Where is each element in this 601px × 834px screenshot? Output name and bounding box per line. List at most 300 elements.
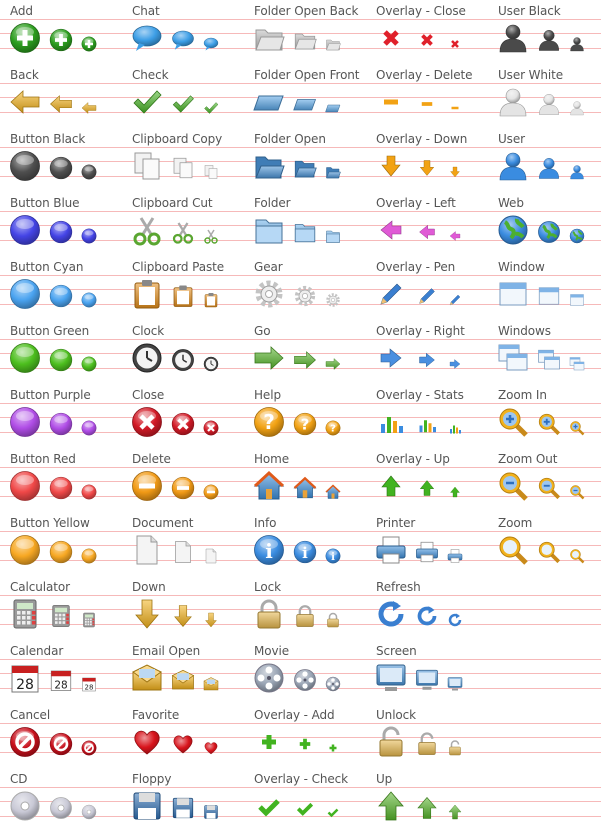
web-icon bbox=[497, 214, 529, 246]
icon-label: Button Cyan bbox=[10, 260, 84, 274]
folder-open-back-icon bbox=[293, 28, 317, 52]
email-open-icon bbox=[203, 676, 219, 692]
icon-label: CD bbox=[10, 772, 28, 786]
overlay-stats-icon bbox=[415, 412, 439, 436]
icon-cell bbox=[488, 448, 601, 512]
check-icon bbox=[131, 86, 163, 118]
icon-label: Check bbox=[132, 68, 169, 82]
unlock-icon bbox=[375, 726, 407, 758]
windows-icon bbox=[569, 356, 585, 372]
icon-cell bbox=[366, 704, 488, 768]
web-icon bbox=[537, 220, 561, 244]
icon-label: User Black bbox=[498, 4, 561, 18]
icon-cell bbox=[122, 256, 244, 320]
button-yellow-icon bbox=[9, 534, 41, 566]
clipboard-paste-icon bbox=[203, 292, 219, 308]
overlay-pen-icon bbox=[375, 278, 407, 310]
screen-icon bbox=[375, 662, 407, 694]
svg-text:i: i bbox=[265, 539, 273, 563]
icon-label: Overlay - Pen bbox=[376, 260, 456, 274]
icon-label: Info bbox=[254, 516, 277, 530]
zoom-in-icon bbox=[537, 412, 561, 436]
icon-cell bbox=[0, 256, 122, 320]
overlay-stats-icon bbox=[447, 420, 463, 436]
button-cyan-icon bbox=[49, 284, 73, 308]
gear-icon bbox=[325, 292, 341, 308]
icon-cell bbox=[366, 448, 488, 512]
icon-cell bbox=[122, 128, 244, 192]
button-purple-icon bbox=[81, 420, 97, 436]
icon-cell bbox=[244, 128, 366, 192]
svg-text:?: ? bbox=[300, 415, 310, 434]
overlay-pen-icon bbox=[415, 284, 439, 308]
icon-label: Overlay - Right bbox=[376, 324, 465, 338]
window-icon bbox=[497, 278, 529, 310]
check-icon bbox=[171, 92, 195, 116]
add-icon bbox=[9, 22, 41, 54]
icon-cell bbox=[0, 576, 122, 640]
icon-label: Down bbox=[132, 580, 166, 594]
button-purple-icon bbox=[9, 406, 41, 438]
overlay-left-icon bbox=[447, 228, 463, 244]
favorite-icon bbox=[203, 740, 219, 756]
icon-cell bbox=[122, 0, 244, 64]
icon-cell bbox=[366, 320, 488, 384]
icon-cell bbox=[0, 320, 122, 384]
icon-label: Clock bbox=[132, 324, 165, 338]
add-icon bbox=[49, 28, 73, 52]
chat-icon bbox=[203, 36, 219, 52]
cancel-icon bbox=[49, 732, 73, 756]
movie-icon bbox=[325, 676, 341, 692]
icon-cell bbox=[0, 640, 122, 704]
info-icon bbox=[325, 548, 341, 564]
gear-icon bbox=[253, 278, 285, 310]
icon-label: Zoom bbox=[498, 516, 533, 530]
button-green-icon bbox=[49, 348, 73, 372]
icon-cell bbox=[122, 640, 244, 704]
button-black-icon bbox=[49, 156, 73, 180]
back-icon bbox=[81, 100, 97, 116]
button-black-icon bbox=[81, 164, 97, 180]
document-icon bbox=[131, 534, 163, 566]
icon-cell bbox=[244, 512, 366, 576]
button-yellow-icon bbox=[81, 548, 97, 564]
icon-cell bbox=[244, 384, 366, 448]
overlay-stats-icon bbox=[375, 406, 407, 438]
cd-icon bbox=[9, 790, 41, 822]
icon-label: Button Purple bbox=[10, 388, 91, 402]
cd-icon bbox=[81, 804, 97, 820]
icon-cell bbox=[0, 192, 122, 256]
clipboard-cut-icon bbox=[131, 214, 163, 246]
button-red-icon bbox=[81, 484, 97, 500]
icon-cell bbox=[366, 64, 488, 128]
overlay-right-icon bbox=[447, 356, 463, 372]
icon-cell bbox=[244, 640, 366, 704]
icon-label: Windows bbox=[498, 324, 551, 338]
folder-open-back-icon bbox=[325, 36, 341, 52]
icon-cell bbox=[0, 384, 122, 448]
user-black-icon bbox=[569, 36, 585, 52]
folder-open-icon bbox=[325, 164, 341, 180]
down-icon bbox=[171, 604, 195, 628]
chat-icon bbox=[131, 22, 163, 54]
unlock-icon bbox=[447, 740, 463, 756]
icon-cell bbox=[0, 448, 122, 512]
back-icon bbox=[9, 86, 41, 118]
icon-label: Delete bbox=[132, 452, 171, 466]
user-black-icon bbox=[537, 28, 561, 52]
screen-icon bbox=[447, 676, 463, 692]
icon-cell bbox=[488, 128, 601, 192]
overlay-right-icon bbox=[375, 342, 407, 374]
folder-open-icon bbox=[293, 156, 317, 180]
windows-icon bbox=[537, 348, 561, 372]
button-red-icon bbox=[49, 476, 73, 500]
clipboard-copy-icon bbox=[203, 164, 219, 180]
calendar-icon bbox=[9, 662, 41, 694]
icon-label: Overlay - Check bbox=[254, 772, 349, 786]
overlay-close-icon bbox=[447, 36, 463, 52]
delete-icon bbox=[203, 484, 219, 500]
icon-cell bbox=[0, 128, 122, 192]
svg-text:i: i bbox=[302, 544, 308, 562]
icon-label: Button Blue bbox=[10, 196, 80, 210]
window-icon bbox=[537, 284, 561, 308]
document-icon bbox=[203, 548, 219, 564]
svg-text:28: 28 bbox=[84, 683, 94, 692]
icon-cell bbox=[122, 384, 244, 448]
folder-icon bbox=[325, 228, 341, 244]
go-icon bbox=[325, 356, 341, 372]
icon-label: Close bbox=[132, 388, 165, 402]
icon-cell bbox=[244, 576, 366, 640]
icon-cell bbox=[244, 0, 366, 64]
close-icon bbox=[171, 412, 195, 436]
button-green-icon bbox=[9, 342, 41, 374]
overlay-up-icon bbox=[375, 470, 407, 502]
user-white-icon bbox=[537, 92, 561, 116]
overlay-down-icon bbox=[447, 164, 463, 180]
icon-label: Overlay - Down bbox=[376, 132, 468, 146]
printer-icon bbox=[375, 534, 407, 566]
down-icon bbox=[203, 612, 219, 628]
printer-icon bbox=[447, 548, 463, 564]
icon-label: Calendar bbox=[10, 644, 64, 658]
overlay-right-icon bbox=[415, 348, 439, 372]
icon-label: Movie bbox=[254, 644, 290, 658]
icon-label: Clipboard Paste bbox=[132, 260, 225, 274]
overlay-left-icon bbox=[415, 220, 439, 244]
icon-cell bbox=[488, 320, 601, 384]
icon-cell bbox=[0, 704, 122, 768]
button-cyan-icon bbox=[9, 278, 41, 310]
window-icon bbox=[569, 292, 585, 308]
movie-icon bbox=[293, 668, 317, 692]
icon-label: Clipboard Cut bbox=[132, 196, 213, 210]
floppy-icon bbox=[131, 790, 163, 822]
icon-label: Overlay - Stats bbox=[376, 388, 464, 402]
printer-icon bbox=[415, 540, 439, 564]
icon-label: Folder Open bbox=[254, 132, 326, 146]
icon-cell bbox=[0, 768, 122, 832]
icon-cell bbox=[122, 704, 244, 768]
overlay-check-icon bbox=[325, 804, 341, 820]
overlay-add-icon bbox=[253, 726, 285, 758]
svg-text:28: 28 bbox=[16, 677, 34, 693]
icon-cell bbox=[488, 384, 601, 448]
icon-cell bbox=[366, 640, 488, 704]
icon-cell bbox=[488, 0, 601, 64]
help-icon bbox=[253, 406, 285, 438]
close-icon bbox=[203, 420, 219, 436]
icon-cell bbox=[366, 576, 488, 640]
icon-label: Web bbox=[498, 196, 524, 210]
icon-label: Refresh bbox=[376, 580, 421, 594]
icon-cell bbox=[122, 768, 244, 832]
icon-cell bbox=[488, 192, 601, 256]
user-white-icon bbox=[569, 100, 585, 116]
overlay-add-icon bbox=[325, 740, 341, 756]
icon-cell bbox=[0, 512, 122, 576]
overlay-add-icon bbox=[293, 732, 317, 756]
zoom-icon bbox=[537, 540, 561, 564]
user-icon bbox=[537, 156, 561, 180]
icon-label: Floppy bbox=[132, 772, 172, 786]
overlay-close-icon bbox=[415, 28, 439, 52]
calculator-icon bbox=[9, 598, 41, 630]
icon-label: Screen bbox=[376, 644, 417, 658]
icon-label: Printer bbox=[376, 516, 416, 530]
icon-label: Favorite bbox=[132, 708, 180, 722]
icon-label: Add bbox=[10, 4, 33, 18]
home-icon bbox=[253, 470, 285, 502]
clipboard-cut-icon bbox=[171, 220, 195, 244]
cancel-icon bbox=[81, 740, 97, 756]
button-yellow-icon bbox=[49, 540, 73, 564]
folder-icon bbox=[293, 220, 317, 244]
email-open-icon bbox=[131, 662, 163, 694]
overlay-check-icon bbox=[253, 790, 285, 822]
gear-icon bbox=[293, 284, 317, 308]
icon-label: Home bbox=[254, 452, 290, 466]
zoom-out-icon bbox=[497, 470, 529, 502]
svg-text:i: i bbox=[331, 552, 335, 563]
icon-label: Folder bbox=[254, 196, 291, 210]
button-red-icon bbox=[9, 470, 41, 502]
info-icon bbox=[293, 540, 317, 564]
refresh-icon bbox=[447, 612, 463, 628]
icon-cell bbox=[244, 192, 366, 256]
lock-icon bbox=[293, 604, 317, 628]
folder-open-front-icon bbox=[253, 86, 285, 118]
unlock-icon bbox=[415, 732, 439, 756]
calculator-icon bbox=[49, 604, 73, 628]
overlay-check-icon bbox=[293, 796, 317, 820]
icon-cell bbox=[244, 256, 366, 320]
refresh-icon bbox=[375, 598, 407, 630]
icon-label: Zoom Out bbox=[498, 452, 558, 466]
icon-label: Gear bbox=[254, 260, 283, 274]
user-black-icon bbox=[497, 22, 529, 54]
delete-icon bbox=[131, 470, 163, 502]
clock-icon bbox=[131, 342, 163, 374]
icon-label: Zoom In bbox=[498, 388, 547, 402]
icon-label: Unlock bbox=[376, 708, 417, 722]
icon-cell bbox=[0, 0, 122, 64]
favorite-icon bbox=[131, 726, 163, 758]
icon-label: Up bbox=[376, 772, 393, 786]
check-icon bbox=[203, 100, 219, 116]
icon-label: Window bbox=[498, 260, 545, 274]
back-icon bbox=[49, 92, 73, 116]
user-white-icon bbox=[497, 86, 529, 118]
calculator-icon bbox=[81, 612, 97, 628]
icon-label: Go bbox=[254, 324, 271, 338]
icon-label: Button Yellow bbox=[10, 516, 90, 530]
icon-label: Back bbox=[10, 68, 39, 82]
icon-label: Overlay - Close bbox=[376, 4, 466, 18]
icon-cell bbox=[488, 64, 601, 128]
home-icon bbox=[325, 484, 341, 500]
delete-icon bbox=[171, 476, 195, 500]
help-icon bbox=[293, 412, 317, 436]
clock-icon bbox=[203, 356, 219, 372]
cancel-icon bbox=[9, 726, 41, 758]
icon-label: Cancel bbox=[10, 708, 51, 722]
go-icon bbox=[293, 348, 317, 372]
calendar-icon bbox=[49, 668, 73, 692]
icon-label: Chat bbox=[132, 4, 160, 18]
user-icon bbox=[569, 164, 585, 180]
button-blue-icon bbox=[81, 228, 97, 244]
icon-cell bbox=[122, 576, 244, 640]
clipboard-copy-icon bbox=[171, 156, 195, 180]
svg-text:?: ? bbox=[263, 410, 275, 434]
windows-icon bbox=[497, 342, 529, 374]
close-icon bbox=[131, 406, 163, 438]
icon-cell bbox=[244, 704, 366, 768]
icon-label: Document bbox=[132, 516, 194, 530]
icon-label: Button Green bbox=[10, 324, 90, 338]
icon-cell bbox=[244, 320, 366, 384]
folder-open-front-icon bbox=[325, 100, 341, 116]
icon-label: Overlay - Delete bbox=[376, 68, 473, 82]
icon-label: Button Black bbox=[10, 132, 86, 146]
button-blue-icon bbox=[9, 214, 41, 246]
folder-open-back-icon bbox=[253, 22, 285, 54]
calendar-icon bbox=[81, 676, 97, 692]
up-icon bbox=[375, 790, 407, 822]
lock-icon bbox=[325, 612, 341, 628]
icon-label: User White bbox=[498, 68, 564, 82]
svg-text:?: ? bbox=[330, 423, 336, 435]
icon-label: Folder Open Back bbox=[254, 4, 359, 18]
button-blue-icon bbox=[49, 220, 73, 244]
up-icon bbox=[447, 804, 463, 820]
zoom-icon bbox=[569, 548, 585, 564]
icon-cell bbox=[122, 192, 244, 256]
down-icon bbox=[131, 598, 163, 630]
email-open-icon bbox=[171, 668, 195, 692]
icon-cell bbox=[0, 64, 122, 128]
icon-cell bbox=[244, 64, 366, 128]
overlay-left-icon bbox=[375, 214, 407, 246]
lock-icon bbox=[253, 598, 285, 630]
icon-label: Calculator bbox=[10, 580, 70, 594]
document-icon bbox=[171, 540, 195, 564]
overlay-delete-icon bbox=[375, 86, 407, 118]
icon-cell bbox=[366, 768, 488, 832]
chat-icon bbox=[171, 28, 195, 52]
icon-label: Help bbox=[254, 388, 281, 402]
icon-cell bbox=[244, 768, 366, 832]
help-icon bbox=[325, 420, 341, 436]
clipboard-cut-icon bbox=[203, 228, 219, 244]
icon-label: User bbox=[498, 132, 525, 146]
favorite-icon bbox=[171, 732, 195, 756]
clock-icon bbox=[171, 348, 195, 372]
overlay-up-icon bbox=[415, 476, 439, 500]
icon-cell bbox=[488, 256, 601, 320]
icon-cell bbox=[366, 128, 488, 192]
icon-cell bbox=[122, 320, 244, 384]
user-icon bbox=[497, 150, 529, 182]
zoom-in-icon bbox=[497, 406, 529, 438]
button-cyan-icon bbox=[81, 292, 97, 308]
info-icon bbox=[253, 534, 285, 566]
refresh-icon bbox=[415, 604, 439, 628]
button-purple-icon bbox=[49, 412, 73, 436]
overlay-delete-icon bbox=[447, 100, 463, 116]
svg-text:28: 28 bbox=[54, 679, 68, 692]
overlay-down-icon bbox=[415, 156, 439, 180]
home-icon bbox=[293, 476, 317, 500]
overlay-delete-icon bbox=[415, 92, 439, 116]
zoom-icon bbox=[497, 534, 529, 566]
folder-open-icon bbox=[253, 150, 285, 182]
movie-icon bbox=[253, 662, 285, 694]
web-icon bbox=[569, 228, 585, 244]
clipboard-paste-icon bbox=[131, 278, 163, 310]
icon-label: Button Red bbox=[10, 452, 76, 466]
icon-cell bbox=[122, 448, 244, 512]
icon-label: Lock bbox=[254, 580, 281, 594]
icon-cell bbox=[488, 512, 601, 576]
icon-label: Clipboard Copy bbox=[132, 132, 223, 146]
icon-cell bbox=[366, 0, 488, 64]
zoom-in-icon bbox=[569, 420, 585, 436]
clipboard-copy-icon bbox=[131, 150, 163, 182]
icon-label: Overlay - Add bbox=[254, 708, 335, 722]
icon-cell bbox=[122, 64, 244, 128]
icon-cell bbox=[122, 512, 244, 576]
button-black-icon bbox=[9, 150, 41, 182]
icon-cell bbox=[366, 384, 488, 448]
icon-label: Overlay - Up bbox=[376, 452, 450, 466]
zoom-out-icon bbox=[537, 476, 561, 500]
icon-cell bbox=[366, 192, 488, 256]
screen-icon bbox=[415, 668, 439, 692]
floppy-icon bbox=[171, 796, 195, 820]
icon-cell bbox=[366, 256, 488, 320]
folder-open-front-icon bbox=[293, 92, 317, 116]
up-icon bbox=[415, 796, 439, 820]
add-icon bbox=[81, 36, 97, 52]
icon-label: Folder Open Front bbox=[254, 68, 360, 82]
clipboard-paste-icon bbox=[171, 284, 195, 308]
